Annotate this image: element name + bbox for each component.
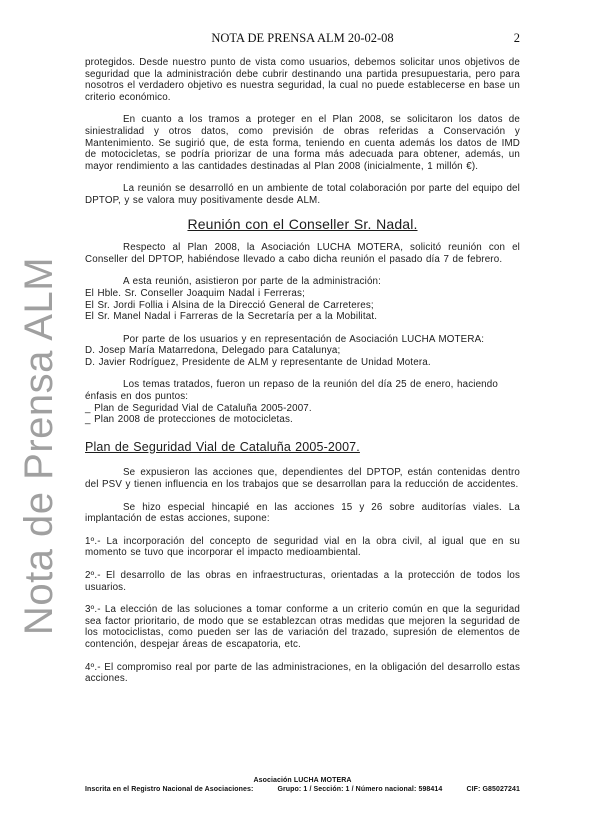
page-footer <box>85 777 520 793</box>
paragraph-respecto-plan: Respecto al Plan 2008, la Asociación LUCHA MOTERA, solicitó reunión con el Conseller del DPTOP, habiéndose llevado a cabo dicha reunión el pasado día 7 de febrero. <box>85 242 520 265</box>
watermark-vertical-text: Nota de Prensa ALM <box>17 256 61 636</box>
attendee-line: El Sr. Jordi Follia i Alsina de la Direcció General de Carreteres; <box>85 299 374 311</box>
paragraph-continuation: protegidos. Desde nuestro punto de vista como usuarios, debemos solicitar unos objetivos de seguridad que la administración debe cubrir destinando una partida presupuestaria, pero para nosotros el verdadero objetivo es nuestra seguridad, la cual no puede establecerse en base un criterio económico. <box>85 57 520 103</box>
document-body <box>85 57 520 696</box>
section-heading-plan-seguridad-vial: Plan de Seguridad Vial de Cataluña 2005-2007. <box>85 439 360 454</box>
page-header <box>85 31 520 46</box>
numbered-item-4: 4º.- El compromiso real por parte de las administraciones, en la obligación del desarrollo estas acciones. <box>85 661 520 685</box>
footer-registry-line <box>85 786 520 793</box>
attendees-administration-group <box>85 276 520 322</box>
paragraph-plan-2008-tramos: En cuanto a los tramos a proteger en el Plan 2008, se solicitaron los datos de siniestralidad y otros datos, como previsión de obras referidas a Conservación y Mantenimiento. Se sugirió que, de esta forma, teniendo en cuenta además los datos de IMD de motocicletas, se podría priorizar de una forma más adecuada para obtener, además, un mayor rendimiento a las cantidades destinadas al Plan 2008 (inicialmente, 1 millón €). <box>85 114 520 172</box>
paragraph-reunion-colaboracion: La reunión se desarrolló en un ambiente de total colaboración por parte del equipo del DPTOP, y se valora muy positivamente desde ALM. <box>85 183 520 206</box>
topic-line: _ Plan de Seguridad Vial de Cataluña 2005-2007. <box>85 402 312 414</box>
attendees-users-group <box>85 334 520 369</box>
numbered-item-1: 1º.- La incorporación del concepto de seguridad vial en la obra civil, al igual que en su momento se tuvo que incorporar el impacto medioambiental. <box>85 535 520 559</box>
numbered-item-2: 2º.- El desarrollo de las obras en infraestructuras, orientadas a la protección de todos los usuarios. <box>85 570 520 593</box>
attendees-admin-intro: A esta reunión, asistieron por parte de la administración: <box>123 276 382 288</box>
footer-organization-name: Asociación LUCHA MOTERA <box>253 777 352 784</box>
attendee-line: D. Javier Rodríguez, Presidente de ALM y representante de Unidad Motera. <box>85 356 431 368</box>
section-heading-reunion-conseller: Reunión con el Conseller Sr. Nadal. <box>187 215 418 232</box>
attendees-users-intro: Por parte de los usuarios y en representación de Asociación LUCHA MOTERA: <box>123 333 485 345</box>
paragraph-acciones-psv: Se expusieron las acciones que, dependientes del DPTOP, están contenidas dentro del PSV y tienen influencia en los trabajos que se desarrollan para la reducción de accidentes. <box>85 467 520 491</box>
topics-intro: Los temas tratados, fueron un repaso de la reunión del día 25 de enero, haciendo énfasis en dos puntos: <box>85 379 498 403</box>
topics-group <box>85 379 520 425</box>
numbered-item-3: 3º.- La elección de las soluciones a tomar conforme a un criterio común en que la seguridad sea factor prioritario, de modo que se establezcan otras medidas que mejoren la seguridad de los motociclistas, como pueden ser las de variación del trazado, supresión de elementos de contención, despejar áreas de escapatoria, etc. <box>85 604 520 650</box>
page-number: 2 <box>513 31 520 45</box>
paragraph-hincapie-auditorias: Se hizo especial hincapié en las acciones 15 y 26 sobre auditorías viales. La implantación de estas acciones, supone: <box>85 501 520 525</box>
footer-cif: CIF: G85027241 <box>466 786 520 793</box>
footer-registry-label: Inscrita en el Registro Nacional de Asociaciones: <box>85 786 254 793</box>
attendee-line: El Sr. Manel Nadal i Farreras de la Secretaría per a la Mobilitat. <box>85 311 378 323</box>
footer-registry-detail: Grupo: 1 / Sección: 1 / Número nacional: 598414 <box>277 786 443 793</box>
topic-line: _ Plan 2008 de protecciones de motocicletas. <box>85 414 293 426</box>
attendee-line: El Hble. Sr. Conseller Joaquim Nadal i Ferreras; <box>85 287 305 299</box>
attendee-line: D. Josep María Matarredona, Delegado para Catalunya; <box>85 345 341 357</box>
page-header-title: NOTA DE PRENSA ALM 20-02-08 <box>211 31 394 45</box>
